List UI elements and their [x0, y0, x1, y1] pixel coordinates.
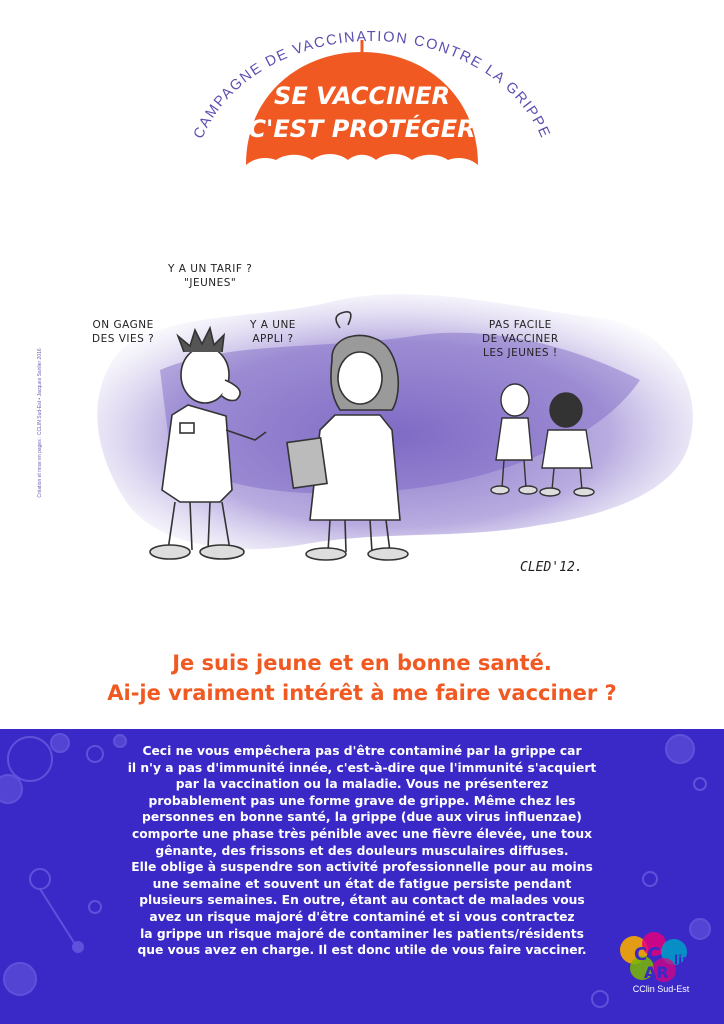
svg-text:AR: AR [644, 963, 669, 982]
cartoon-illustration [0, 240, 724, 610]
slogan-line2: C'EST PROTÉGER [248, 115, 476, 143]
campaign-arc-text: CAMPAGNE DE VACCINATION CONTRE LA GRIPPE [190, 28, 554, 142]
credit-text: Création et mise en pages : CCLIN Sud-Est • Jacques Sanlier 2016 [37, 348, 43, 498]
bubble-tarif: Y A UN TARIF ? "JEUNES" [168, 263, 253, 289]
svg-text:CClin Sud-Est: CClin Sud-Est [632, 984, 690, 994]
artist-signature: CLED'12. [520, 560, 583, 575]
bubble-gagne: ON GAGNE DES VIES ? [92, 319, 155, 345]
bubble-facile: PAS FACILE DE VACCINER LES JEUNES ! [482, 319, 559, 359]
bubble-appli: Y A UNE APPLI ? [250, 319, 296, 345]
cclin-logo [612, 930, 710, 996]
question-line1: Je suis jeune et en bonne santé. [172, 651, 552, 675]
svg-text:CC: CC [634, 944, 661, 965]
question-heading [0, 648, 724, 708]
umbrella-header [0, 0, 724, 200]
question-line2: Ai-je vraiment intérêt à me faire vacciner ? [107, 681, 617, 705]
body-paragraph: Ceci ne vous empêchera pas d'être contaminé par la grippe car il n'y a pas d'immunité innée, c'est-à-dire que l'immunité s'acquiert par la vaccination ou la maladie. Vous ne présenterez probablement pas une forme grave de grippe. Même chez les personnes en bonne santé, la grippe (due aux virus influenzae) comporte une phase très pénible avec une fièvre élevée, une toux gênante, des frissons et des douleurs musculaires diffuses. Elle oblige à suspendre son activité professionnelle pour au moins une semaine et souvent un état de fatigue persiste pendant plusieurs semaines. En outre, étant au contact de malades vous avez un risque majoré d'être contaminé et si vous contractez la grippe un risque majoré de contaminer les patients/résidents que vous avez en charge. Il est donc utile de vous faire vacciner. [127, 744, 597, 958]
svg-text:lin: lin [674, 953, 691, 967]
slogan-line1: SE VACCINER [274, 82, 450, 110]
